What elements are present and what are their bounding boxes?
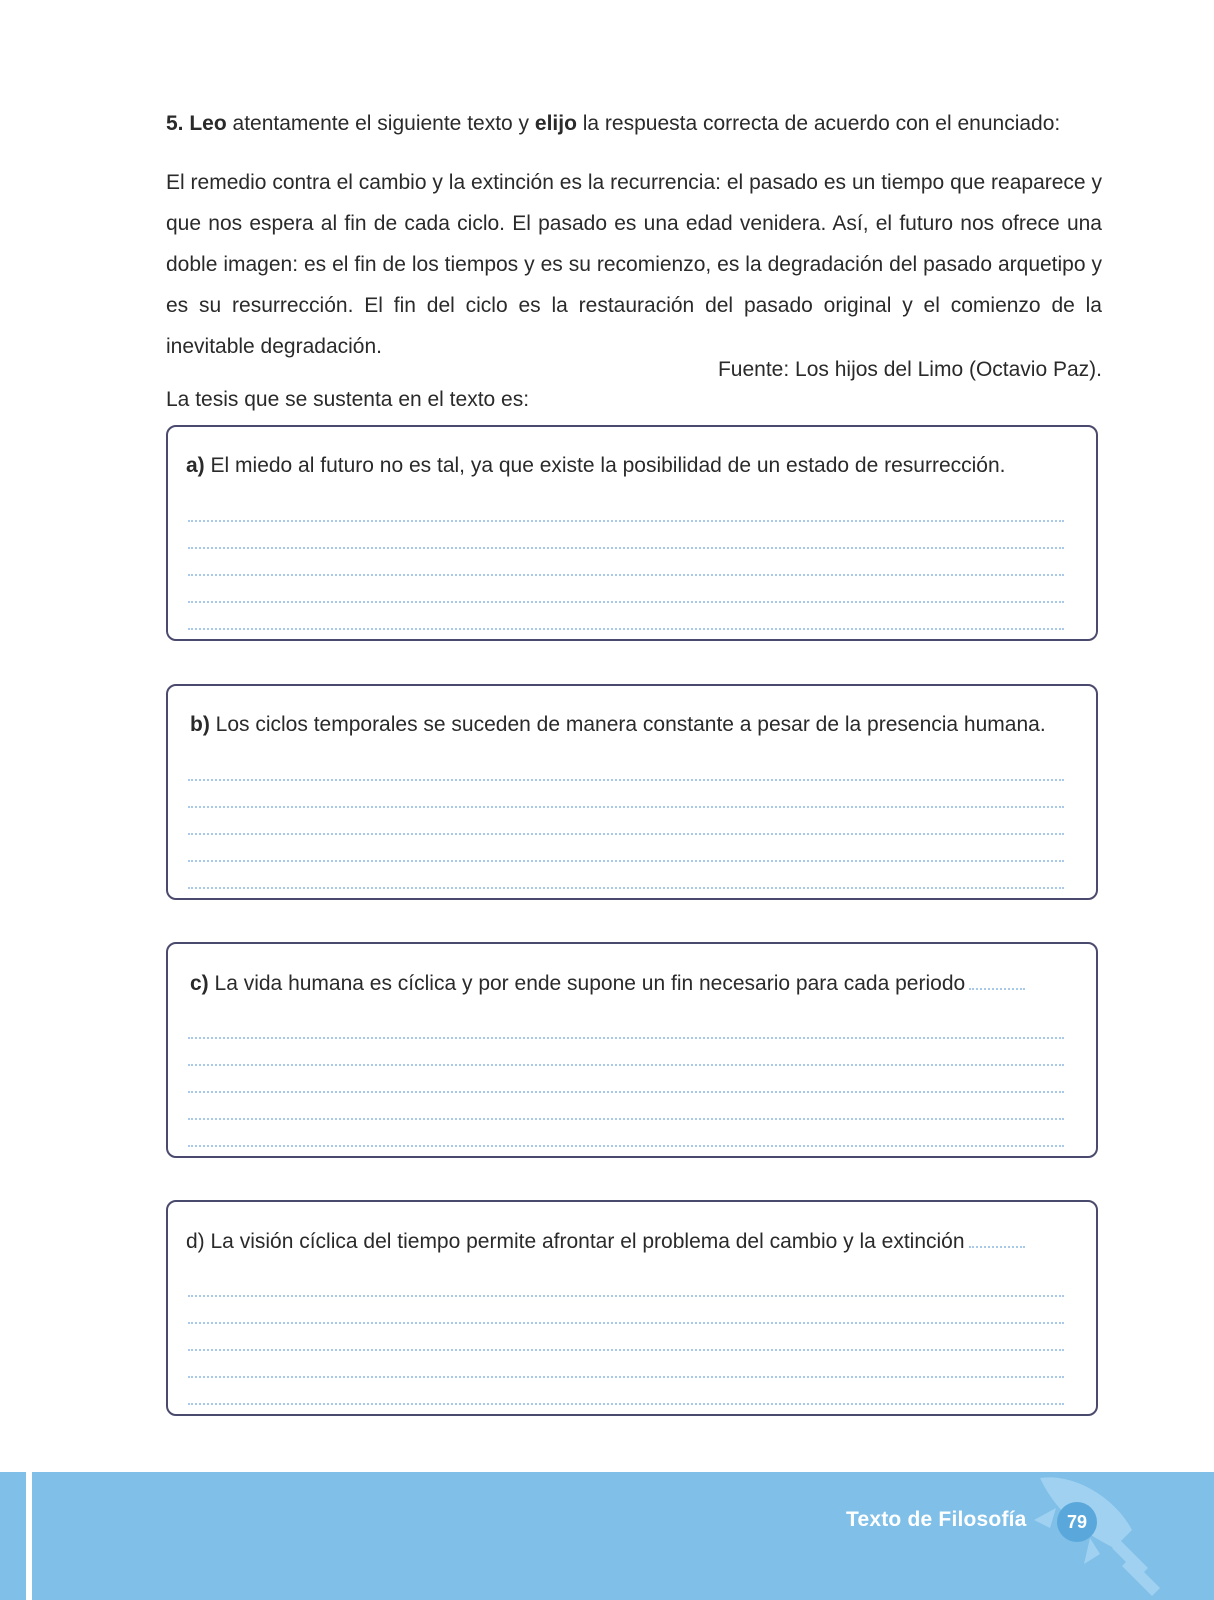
option-text: Los ciclos temporales se suceden de manera constante a pesar de la presencia humana. bbox=[209, 713, 1046, 736]
instruction-number: 5. bbox=[166, 112, 184, 135]
answer-line[interactable] bbox=[188, 1012, 1064, 1039]
option-text: La vida humana es cíclica y por ende supone un fin necesario para cada periodo bbox=[208, 972, 966, 995]
instruction-verb-leo: Leo bbox=[189, 112, 227, 135]
option-c-question bbox=[190, 968, 1078, 999]
answer-line[interactable] bbox=[188, 862, 1064, 889]
answer-line[interactable] bbox=[188, 781, 1064, 808]
passage-source: Fuente: Los hijos del Limo (Octavio Paz). bbox=[717, 358, 1102, 381]
answer-line[interactable] bbox=[188, 576, 1064, 603]
footer-stripe bbox=[0, 1472, 32, 1600]
instruction-verb-elijo: elijo bbox=[534, 112, 577, 135]
instruction-text-1: atentamente el siguiente texto y bbox=[226, 112, 535, 135]
answer-line[interactable] bbox=[188, 1351, 1064, 1378]
answer-line[interactable] bbox=[188, 1039, 1064, 1066]
answer-lines[interactable] bbox=[188, 1270, 1064, 1405]
instruction bbox=[166, 110, 1102, 138]
option-text: d) La visión cíclica del tiempo permite afrontar el problema del cambio y la extinción bbox=[186, 1230, 965, 1253]
page-footer bbox=[0, 1472, 1214, 1600]
answer-line[interactable] bbox=[188, 754, 1064, 781]
answer-line[interactable] bbox=[188, 1093, 1064, 1120]
answer-line[interactable] bbox=[188, 549, 1064, 576]
rocket-icon bbox=[1020, 1468, 1170, 1600]
answer-line-tail[interactable] bbox=[969, 1226, 1025, 1248]
answer-line[interactable] bbox=[188, 1120, 1064, 1147]
option-box-b[interactable] bbox=[166, 684, 1098, 900]
option-d-question bbox=[186, 1226, 1078, 1257]
option-letter: c) bbox=[190, 972, 209, 995]
instruction-text-2: la respuesta correcta de acuerdo con el enunciado: bbox=[576, 112, 1061, 135]
answer-line[interactable] bbox=[188, 1324, 1064, 1351]
option-box-c[interactable] bbox=[166, 942, 1098, 1158]
option-letter: b) bbox=[190, 713, 210, 736]
answer-line[interactable] bbox=[188, 1297, 1064, 1324]
answer-line[interactable] bbox=[188, 1270, 1064, 1297]
answer-lines[interactable] bbox=[188, 754, 1064, 889]
answer-line[interactable] bbox=[188, 835, 1064, 862]
option-b-question bbox=[190, 710, 1078, 740]
option-a-question bbox=[186, 451, 1078, 481]
answer-line-tail[interactable] bbox=[969, 968, 1025, 990]
answer-line[interactable] bbox=[188, 603, 1064, 630]
footer-book-title: Texto de Filosofía bbox=[846, 1508, 1027, 1531]
answer-line[interactable] bbox=[188, 1066, 1064, 1093]
page-number: 79 bbox=[1057, 1502, 1097, 1542]
option-letter: a) bbox=[186, 454, 205, 477]
answer-line[interactable] bbox=[188, 1378, 1064, 1405]
reading-passage: El remedio contra el cambio y la extinción es la recurrencia: el pasado es un tiempo que reaparece y que nos espera al fin de cada ciclo. El pasado es una edad venidera. Así, el futuro nos ofrece una doble imagen: es el fin de los tiempos y es su recomienzo, es la degradación del pasado arquetipo y es su resurrección. El fin del ciclo es la restauración del pasado original y el comienzo de la inevitable degradación. bbox=[166, 171, 1102, 358]
answer-lines[interactable] bbox=[188, 1012, 1064, 1147]
option-text: El miedo al futuro no es tal, ya que existe la posibilidad de un estado de resurrección. bbox=[204, 454, 1006, 477]
option-box-a[interactable] bbox=[166, 425, 1098, 641]
answer-line[interactable] bbox=[188, 495, 1064, 522]
answer-line[interactable] bbox=[188, 522, 1064, 549]
thesis-prompt: La tesis que se sustenta en el texto es: bbox=[166, 388, 530, 411]
option-box-d[interactable] bbox=[166, 1200, 1098, 1416]
answer-lines[interactable] bbox=[188, 495, 1064, 630]
answer-line[interactable] bbox=[188, 808, 1064, 835]
